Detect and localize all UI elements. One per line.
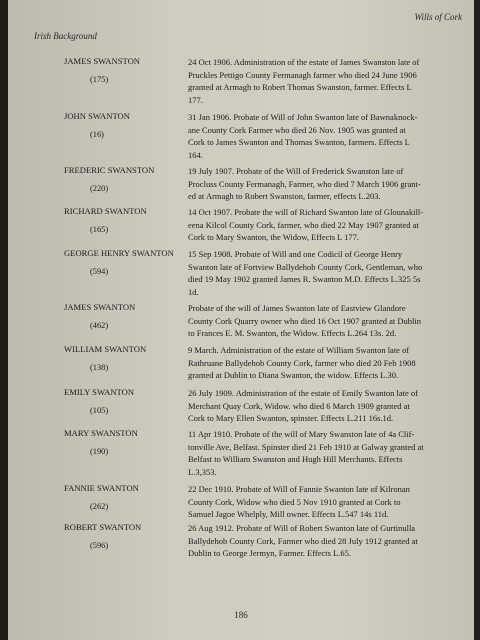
entry-line: County Cork Quarry owner who died 16 Oct 1907 granted at Dublin (188, 315, 421, 326)
entry-name: FANNIE SWANTON (64, 483, 139, 493)
entry-number: (16) (90, 130, 104, 139)
entry-line: Ballydehob County Cork, Farmer who died 28 July 1912 granted at (188, 535, 418, 546)
page-number: 186 (234, 610, 248, 620)
entry-line: 164. (188, 149, 203, 160)
entry-name: EMILY SWANTON (64, 387, 135, 397)
entry-line: 26 July 1909. Administration of the estate of Emily Swanton late of (188, 388, 418, 398)
entry-line: to Frances E. M. Swanton, the Widow. Effects L.264 13s. 2d. (188, 328, 397, 338)
entry-line: 1d. (188, 286, 199, 297)
entry-line: 11 Apr 1910. Probate of the will of Mary Swanston late of 4a Clif- (188, 429, 415, 439)
entry-line: L.3,353. (188, 466, 217, 477)
entry-number: (262) (90, 502, 109, 511)
entry-text (188, 165, 462, 203)
entry-number: (594) (90, 267, 109, 276)
entry-line: ane County Cork Farmer who died 26 Nov. 1905 was granted at (188, 124, 406, 135)
entry-line: eena Kilcol County Cork, farmer, who died 22 May 1907 granted at (188, 219, 419, 230)
entry-line: 177. (188, 94, 203, 105)
entry-line: 26 Aug 1912. Probate of Will of Robert Swanton late of Gurtinulla (188, 523, 416, 533)
entry-line: 14 Oct 1907. Probate the will of Richard Swanton late of Glounakill- (188, 207, 424, 217)
entry-line: Swanton late of Fortview Ballydehob County Cork, Gentleman, who (188, 261, 423, 272)
entry-number: (462) (90, 321, 109, 330)
document-page (8, 0, 474, 640)
entry-line: 9 March. Administration of the estate of William Swanton late of (188, 345, 410, 355)
entry-text (188, 56, 462, 106)
entry-name: JOHN SWANTON (64, 111, 130, 121)
entry-line: 31 Jan 1906. Probate of Will of John Swanton late of Bawnaknock- (188, 112, 418, 122)
entry-name: ROBERT SWANTON (64, 522, 142, 532)
entry-line: 19 July 1907. Probate of the Will of Frederick Swanston late of (188, 166, 404, 176)
entry-line: 15 Sep 1908. Probate of Will and one Codicil of George Henry (188, 249, 403, 259)
entry-name: WILLIAM SWANTON (64, 344, 147, 354)
entry-name: GEORGE HENRY SWANTON (64, 248, 174, 258)
entry-number: (596) (90, 541, 109, 550)
entry-name: MARY SWANSTON (64, 428, 138, 438)
entry-name: FREDERIC SWANSTON (64, 165, 155, 175)
entry-name: JAMES SWANTON (64, 302, 136, 312)
entry-line: Cork to Mary Swanton, the Widow, Effects L 177. (188, 232, 360, 242)
entry-line: ed at Armagh to Robert Swanston, farmer, effects L.203. (188, 191, 381, 201)
running-header-left: Irish Background (34, 31, 97, 41)
entry-text (188, 248, 462, 298)
entry-line: Procluss County Fermanagh, Farmer, who died 7 March 1906 grant- (188, 178, 421, 189)
entry-line: died 19 May 1902 granted James R. Swanton M.D. Effects L.325 5s (188, 274, 421, 284)
entry-number: (175) (90, 75, 109, 84)
entry-number: (190) (90, 447, 109, 456)
entry-number: (138) (90, 363, 109, 372)
entry-text (188, 387, 462, 425)
entry-line: Probate of the will of James Swanton late of Eastview Glandore (188, 303, 406, 313)
entry-line: County Cork, Widow who died 5 Nov 1910 granted at Cork to (188, 496, 401, 507)
entry-line: Samuel Jagoe Whelply, Mill owner. Effects L.547 14s 11d. (188, 509, 389, 519)
entry-text (188, 428, 462, 478)
entry-line: Belfast to William Swanston and Hugh Hill Merchants. Effects (188, 454, 403, 464)
entry-text (188, 206, 462, 244)
entry-text (188, 111, 462, 161)
entry-line: granted at Armagh to Robert Thomas Swanston, farmer. Effects L (188, 82, 412, 92)
entry-line: 22 Dec 1910. Probate of Will of Fannie Swanton late of Kilronan (188, 484, 410, 494)
entry-line: Pruckles Pettigo County Fermanagh farmer who died 24 June 1906 (188, 69, 417, 80)
entry-text (188, 302, 462, 340)
entry-text (188, 483, 462, 521)
entry-line: tonville Ave, Belfast. Spinster died 21 Feb 1910 at Galway granted at (188, 441, 424, 452)
entry-line: 24 Oct 1906. Administration of the estate of James Swanston late of (188, 57, 420, 67)
entry-line: Rathruane Ballydehob County Cork, farmer who died 20 Feb 1908 (188, 357, 416, 368)
entry-line: Cork to James Swanton and Thomas Swanton, farmers. Effects L (188, 137, 410, 147)
entry-text (188, 522, 462, 560)
entry-number: (165) (90, 225, 109, 234)
entry-line: Merchant Quay Cork, Widow. who died 6 March 1909 granted at (188, 400, 410, 411)
entry-line: granted at Dublin to Diana Swanton, the widow. Effects L.30. (188, 370, 399, 380)
entry-number: (220) (90, 184, 109, 193)
entry-line: Cork to Mary Ellen Swanton, spinster. Effects L.211 16s.1d. (188, 413, 394, 423)
entry-name: RICHARD SWANTON (64, 206, 147, 216)
running-header-right: Wills of Cork (414, 12, 462, 22)
entry-name: JAMES SWANSTON (64, 56, 141, 66)
entry-text (188, 344, 462, 382)
entry-number: (105) (90, 406, 109, 415)
entry-line: Dublin to George Jermyn, Farmer. Effects L.65. (188, 548, 352, 558)
